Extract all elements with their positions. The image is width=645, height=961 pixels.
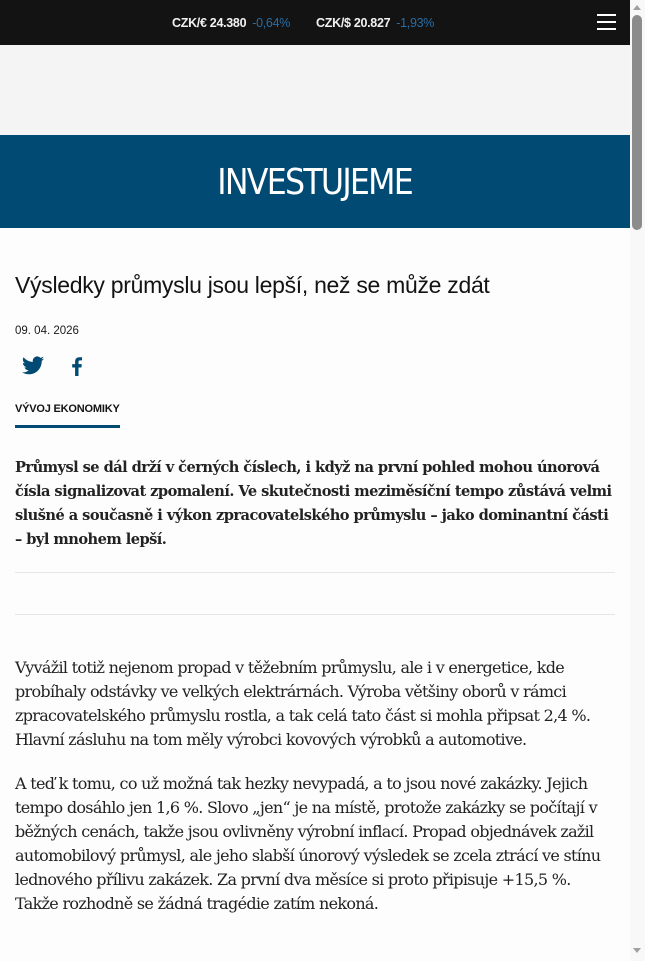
ad-space <box>0 45 630 135</box>
rate-usd-value: CZK/$ 20.827 <box>316 15 391 30</box>
site-logo[interactable]: INVESTUJEME <box>217 162 413 203</box>
brand-banner[interactable] <box>0 135 630 228</box>
category-tag[interactable]: VÝVOJ EKONOMIKY <box>15 403 120 428</box>
article-title: Výsledky průmyslu jsou lepší, než se může zdát <box>15 272 490 298</box>
hamburger-icon[interactable] <box>597 13 616 31</box>
facebook-icon[interactable] <box>65 354 89 378</box>
article-body <box>15 656 615 916</box>
article-date: 09. 04. 2026 <box>15 325 79 337</box>
divider <box>15 614 615 615</box>
rate-usd[interactable] <box>316 16 434 30</box>
exchange-rates <box>172 0 460 45</box>
rate-eur-value: CZK/€ 24.380 <box>172 15 247 30</box>
article-paragraph: Vyvážil totiž nejenom propad v těžebním průmyslu, ale i v energetice, kde probíhaly odstávky ve velkých elektrárnách. Výroba většiny oborů v rámci zpracovatelského průmyslu rostla, a tak celá tato část si mohla připsat 2,4 %. Hlavní zásluhu na tom měly výrobci kovových výrobků a automotive. <box>15 658 591 749</box>
divider <box>15 572 615 573</box>
article <box>0 228 630 916</box>
article-perex: Průmysl se dál drží v černých číslech, i když na první pohled mohou únorová čísla signalizovat zpomalení. Ve skutečnosti meziměsíční tempo zůstává velmi slušné a současně i výkon zpracovatelského průmyslu – jako dominantní části – byl mnohem lepší. <box>15 459 612 548</box>
top-bar <box>0 0 630 45</box>
scrollbar-thumb[interactable] <box>632 15 642 230</box>
share-buttons <box>15 353 615 379</box>
rate-usd-change: -1,93% <box>396 15 435 30</box>
scroll-up-arrow-icon[interactable] <box>633 5 641 10</box>
article-paragraph: A teď k tomu, co už možná tak hezky nevypadá, a to jsou nové zakázky. Jejich tempo dosáhlo jen 1,6 %. Slovo „jen“ je na místě, protože zakázky se počítají v běžných cenách, takže jsou ovlivněny výrobní inflací. Propad objednávek zažil automobilový průmysl, ale jeho slabší únorový výsledek se zcela ztrácí ve stínu lednového přílivu zakázek. Za první dva měsíce si proto připisuje +15,5 %. Takže rozhodně se žádná tragédie zatím nekoná. <box>15 774 601 913</box>
rate-eur-change: -0,64% <box>252 15 291 30</box>
twitter-icon[interactable] <box>21 354 45 378</box>
rate-eur[interactable] <box>172 16 290 30</box>
scroll-down-arrow-icon[interactable] <box>633 948 641 953</box>
vertical-scrollbar[interactable] <box>630 0 645 961</box>
